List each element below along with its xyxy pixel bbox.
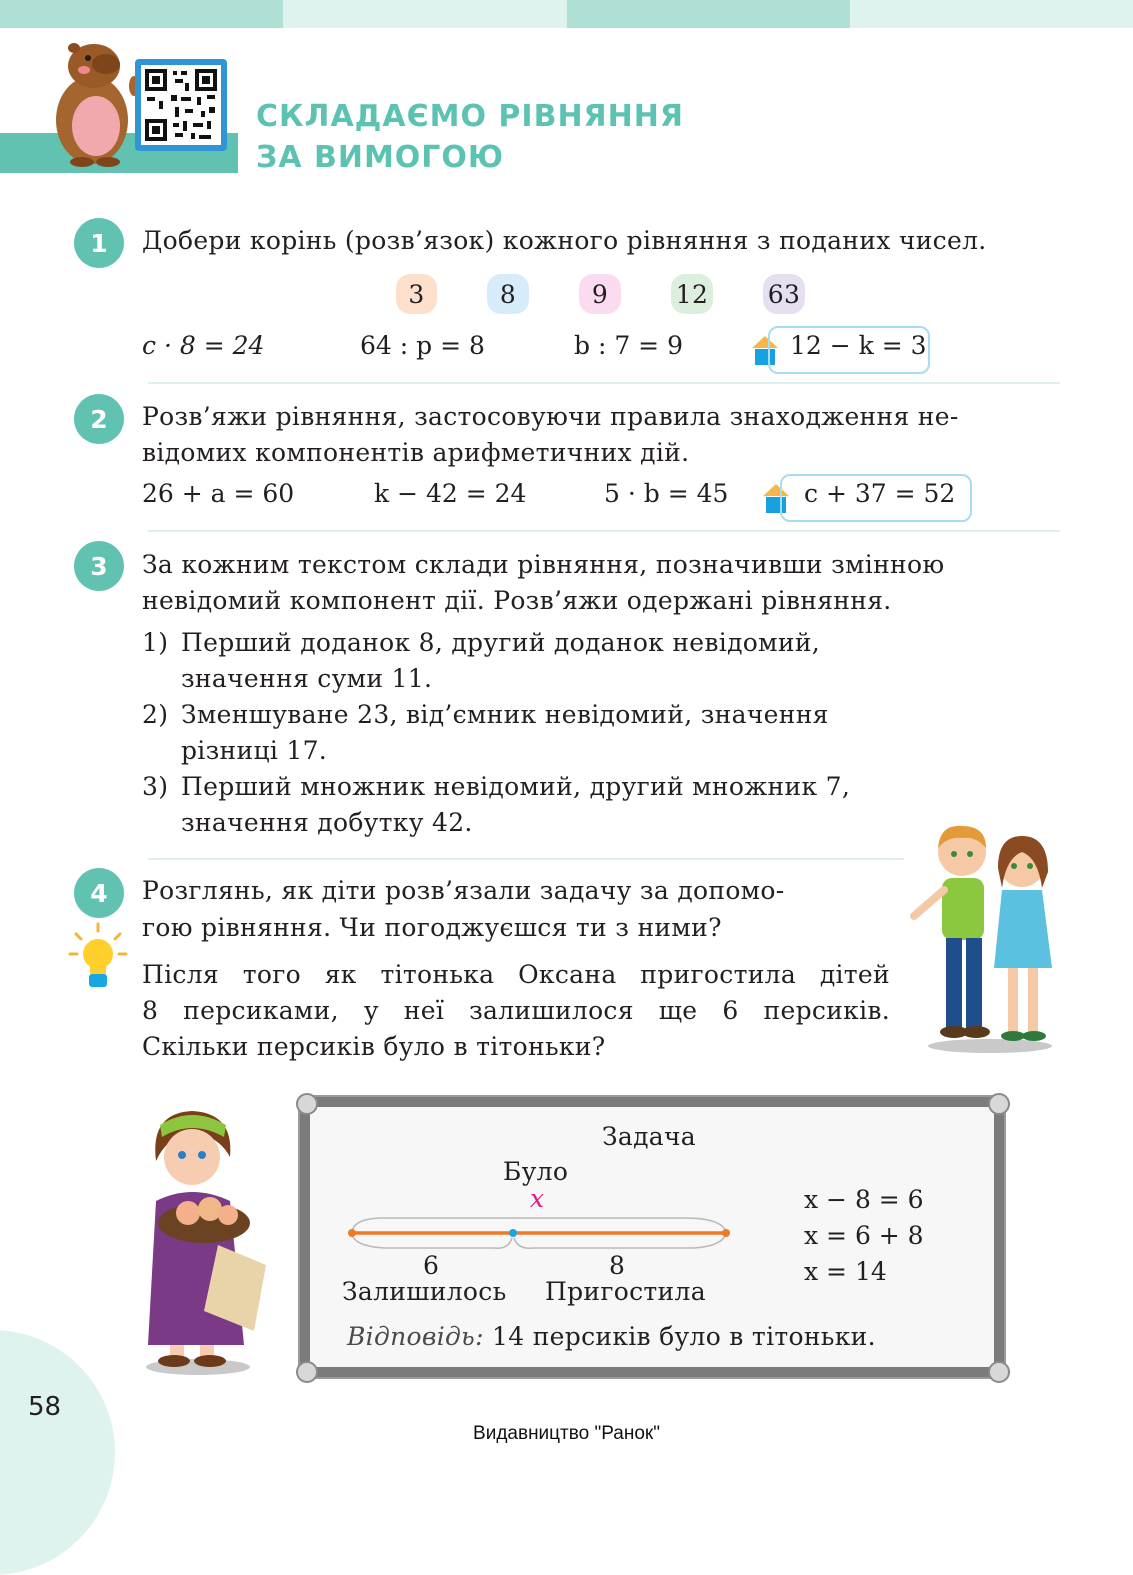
top-bar-seg-1	[0, 0, 283, 28]
task-4-line-2: гою рівняння. Чи погоджуєшся ти з ними?	[142, 913, 722, 942]
equation: c + 37 = 52	[804, 479, 956, 508]
board-heading: Задача	[602, 1122, 697, 1151]
task-1-text: Добери корінь (розв’язок) кожного рівняння з поданих чисел.	[142, 226, 987, 255]
list-item-text: Перший множник невідомий, другий множник 7,	[181, 772, 851, 801]
equation: 64 : p = 8	[360, 331, 485, 360]
part-value: 6	[423, 1251, 440, 1280]
problem-text: Скільки персиків було в тітоньки?	[142, 1032, 606, 1061]
task-3-line-1: За кожним текстом склади рівняння, позначивши змінною	[142, 550, 945, 579]
list-item-number: 2)	[142, 700, 169, 729]
equation: 5 · b = 45	[604, 479, 729, 508]
task-2-line-1: Розв’яжи рівняння, застосовуючи правила знаходження не-	[142, 402, 959, 431]
task-1-number: 1	[74, 218, 124, 268]
equation: 26 + a = 60	[142, 479, 295, 508]
equation: c · 8 = 24	[142, 331, 265, 360]
page-title-line-1: СКЛАДАЄМО РІВНЯННЯ	[256, 99, 684, 134]
board-bolt	[296, 1093, 318, 1115]
top-bar-seg-4	[850, 0, 1133, 28]
answer-text: 14 персиків було в тітоньки.	[492, 1322, 876, 1351]
task-2-number: 2	[74, 394, 124, 444]
problem-text: Після того як тітонька Оксана пригостила дітей	[142, 960, 890, 989]
part-value: 8	[609, 1251, 626, 1280]
aunt-illustration	[134, 1105, 274, 1381]
capybara-mascot	[48, 34, 140, 168]
qr-code-pattern	[141, 65, 221, 145]
children-illustration	[910, 818, 1066, 1054]
equation: k − 42 = 24	[374, 479, 527, 508]
part-label: Залишилось	[342, 1277, 507, 1306]
root-chip: 8	[487, 274, 529, 314]
publisher: Видавництво "Ранок"	[473, 1423, 660, 1444]
unknown-x: x	[530, 1184, 545, 1213]
list-item-number: 3)	[142, 772, 169, 801]
qr-code[interactable]	[135, 59, 227, 151]
board-bolt	[988, 1361, 1010, 1383]
top-bar-seg-3	[567, 0, 850, 28]
total-label: Було	[503, 1157, 569, 1186]
divider	[148, 530, 1060, 532]
root-chip: 9	[579, 274, 621, 314]
page-corner	[0, 1330, 115, 1575]
lightbulb-icon	[66, 922, 130, 990]
answer	[347, 1322, 876, 1351]
board-bolt	[988, 1093, 1010, 1115]
task-4-number: 4	[74, 868, 124, 918]
segment-diagram	[344, 1212, 734, 1258]
equation: b : 7 = 9	[574, 331, 683, 360]
root-chip: 63	[763, 274, 805, 314]
page-title-line-2: ЗА ВИМОГОЮ	[256, 140, 505, 175]
page-number: 58	[28, 1392, 62, 1422]
list-item-text: значення суми 11.	[181, 664, 433, 693]
solution-step: x = 6 + 8	[804, 1221, 924, 1250]
root-chip: 12	[671, 274, 713, 314]
root-chip: 3	[396, 274, 437, 314]
task-3-line-2: невідомий компонент дії. Розв’яжи одержані рівняння.	[142, 586, 892, 615]
divider	[148, 382, 1060, 384]
list-item-text: значення добутку 42.	[181, 808, 473, 837]
task-3-number: 3	[74, 541, 124, 591]
part-label: Пригостила	[545, 1277, 706, 1306]
list-item-text: Зменшуване 23, від’ємник невідомий, значення	[181, 700, 829, 729]
task-2-line-2: відомих компонентів арифметичних дій.	[142, 438, 690, 467]
task-4-line-1: Розглянь, як діти розв’язали задачу за допомо-	[142, 876, 785, 905]
list-item-text: різниці 17.	[181, 736, 328, 765]
page-title	[256, 96, 684, 178]
problem-text: 8 персиками, у неї залишилося ще 6 персиків.	[142, 996, 890, 1025]
answer-label: Відповідь:	[347, 1322, 484, 1351]
list-item-text: Перший доданок 8, другий доданок невідомий,	[181, 628, 821, 657]
solution-step: x − 8 = 6	[804, 1185, 924, 1214]
divider	[148, 858, 904, 860]
top-bar-seg-2	[283, 0, 567, 28]
solution-step: x = 14	[804, 1257, 887, 1286]
equation: 12 − k = 3	[790, 331, 927, 360]
list-item-number: 1)	[142, 628, 169, 657]
board-bolt	[296, 1361, 318, 1383]
